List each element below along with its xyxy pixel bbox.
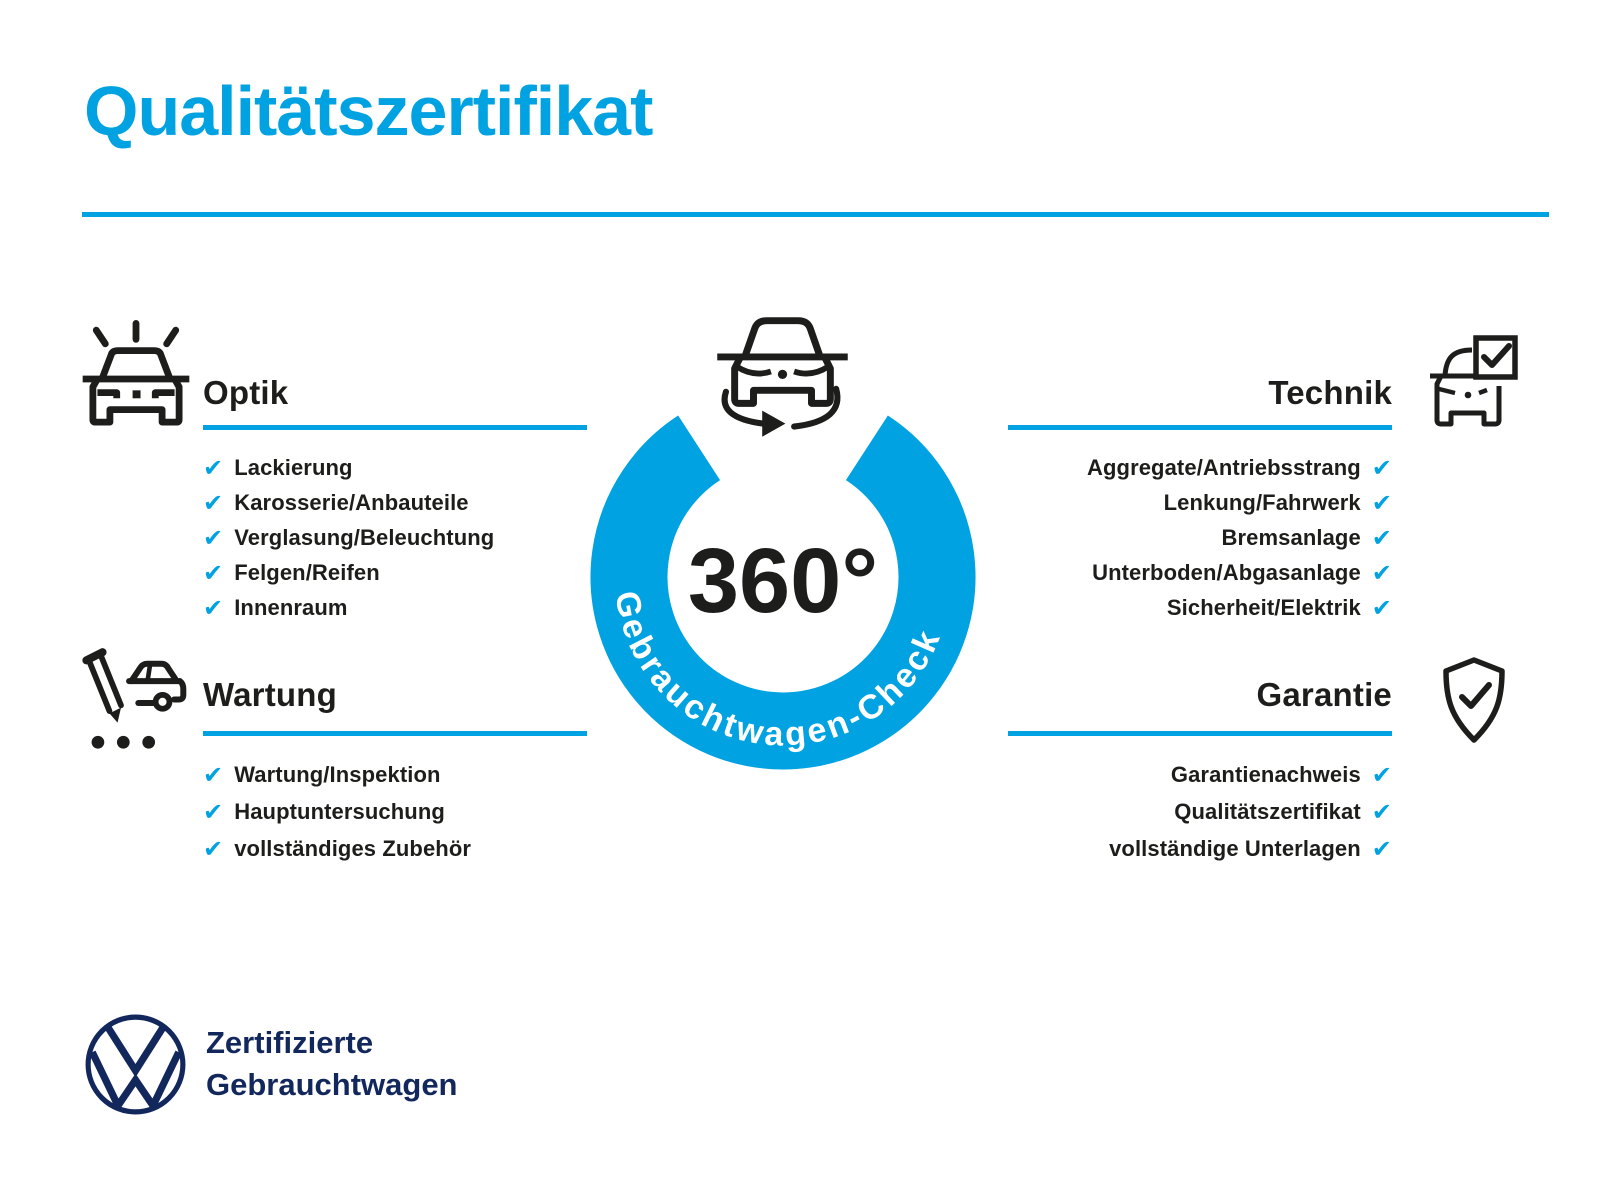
title-divider (82, 212, 1549, 217)
shield-check-icon (1436, 654, 1512, 748)
checklist-item (203, 555, 380, 590)
brand-line-2: Gebrauchtwagen (206, 1067, 458, 1102)
checklist-item-label: Felgen/Reifen (234, 559, 380, 585)
checklist-garantie (925, 756, 1392, 867)
checklist-item (1171, 756, 1392, 793)
checklist-wartung (203, 756, 633, 867)
check-icon: ✔ (203, 593, 224, 622)
check-icon: ✔ (203, 760, 224, 789)
section-underline-optik (203, 425, 587, 430)
checklist-optik (203, 450, 633, 625)
check-icon: ✔ (203, 523, 224, 552)
brand-line-1: Zertifizierte (206, 1025, 374, 1060)
check-icon: ✔ (203, 453, 224, 482)
check-icon: ✔ (203, 834, 224, 863)
check-icon: ✔ (1371, 834, 1392, 863)
checklist-item-label: Wartung/Inspektion (234, 761, 441, 787)
section-underline-wartung (203, 731, 587, 736)
rotating-car-icon (717, 321, 848, 437)
brand-text (206, 1022, 458, 1106)
check-icon: ✔ (1371, 488, 1392, 517)
checklist-item (203, 450, 353, 485)
checklist-item-label: vollständiges Zubehör (234, 835, 472, 861)
checklist-technik (925, 450, 1392, 625)
checklist-item-label: Sicherheit/Elektrik (1166, 594, 1361, 620)
checklist-item (203, 793, 445, 830)
checklist-item-label: Qualitätszertifikat (1174, 798, 1361, 824)
checklist-item (203, 756, 441, 793)
check-icon: ✔ (1371, 797, 1392, 826)
checklist-item-label: vollständige Unterlagen (1109, 835, 1361, 861)
badge-360-check (575, 300, 991, 770)
vw-logo (84, 1013, 187, 1116)
car-checkbox-icon (1420, 334, 1520, 434)
section-heading-technik: Technik (1268, 374, 1392, 411)
check-icon: ✔ (203, 797, 224, 826)
degrees-label: 360° (687, 530, 879, 632)
checklist-item-label: Lenkung/Fahrwerk (1163, 489, 1361, 515)
checklist-item (1222, 520, 1393, 555)
checklist-item (1092, 555, 1392, 590)
checklist-item-label: Lackierung (234, 454, 353, 480)
car-shine-icon (79, 320, 193, 438)
checklist-item-label: Verglasung/Beleuchtung (234, 524, 495, 550)
check-icon: ✔ (1371, 523, 1392, 552)
checklist-item (1174, 793, 1392, 830)
pencil-car-icon (78, 643, 194, 763)
page-title: Qualitätszertifikat (84, 72, 653, 150)
checklist-item (1167, 590, 1392, 625)
section-heading-wartung: Wartung (203, 676, 337, 713)
check-icon: ✔ (203, 558, 224, 587)
checklist-item (1164, 485, 1392, 520)
checklist-item (203, 485, 469, 520)
check-icon: ✔ (1371, 593, 1392, 622)
section-underline-technik (1008, 425, 1392, 430)
checklist-item (203, 590, 348, 625)
checklist-item-label: Innenraum (234, 594, 348, 620)
checklist-item-label: Garantienachweis (1170, 761, 1361, 787)
ring-label: Gebrauchtwagen-Check (607, 588, 949, 754)
section-heading-optik: Optik (203, 374, 289, 411)
check-icon: ✔ (1371, 760, 1392, 789)
checklist-item (1087, 450, 1392, 485)
checklist-item-label: Aggregate/Antriebsstrang (1087, 454, 1361, 480)
checklist-item-label: Hauptuntersuchung (234, 798, 445, 824)
checklist-item (203, 830, 471, 867)
checklist-item (1109, 830, 1392, 867)
section-underline-garantie (1008, 731, 1392, 736)
checklist-item-label: Bremsanlage (1221, 524, 1361, 550)
check-icon: ✔ (1371, 558, 1392, 587)
checklist-item (203, 520, 494, 555)
checklist-item-label: Unterboden/Abgasanlage (1092, 559, 1361, 585)
check-icon: ✔ (1371, 453, 1392, 482)
check-icon: ✔ (203, 488, 224, 517)
section-heading-garantie: Garantie (1256, 676, 1392, 713)
checklist-item-label: Karosserie/Anbauteile (234, 489, 469, 515)
